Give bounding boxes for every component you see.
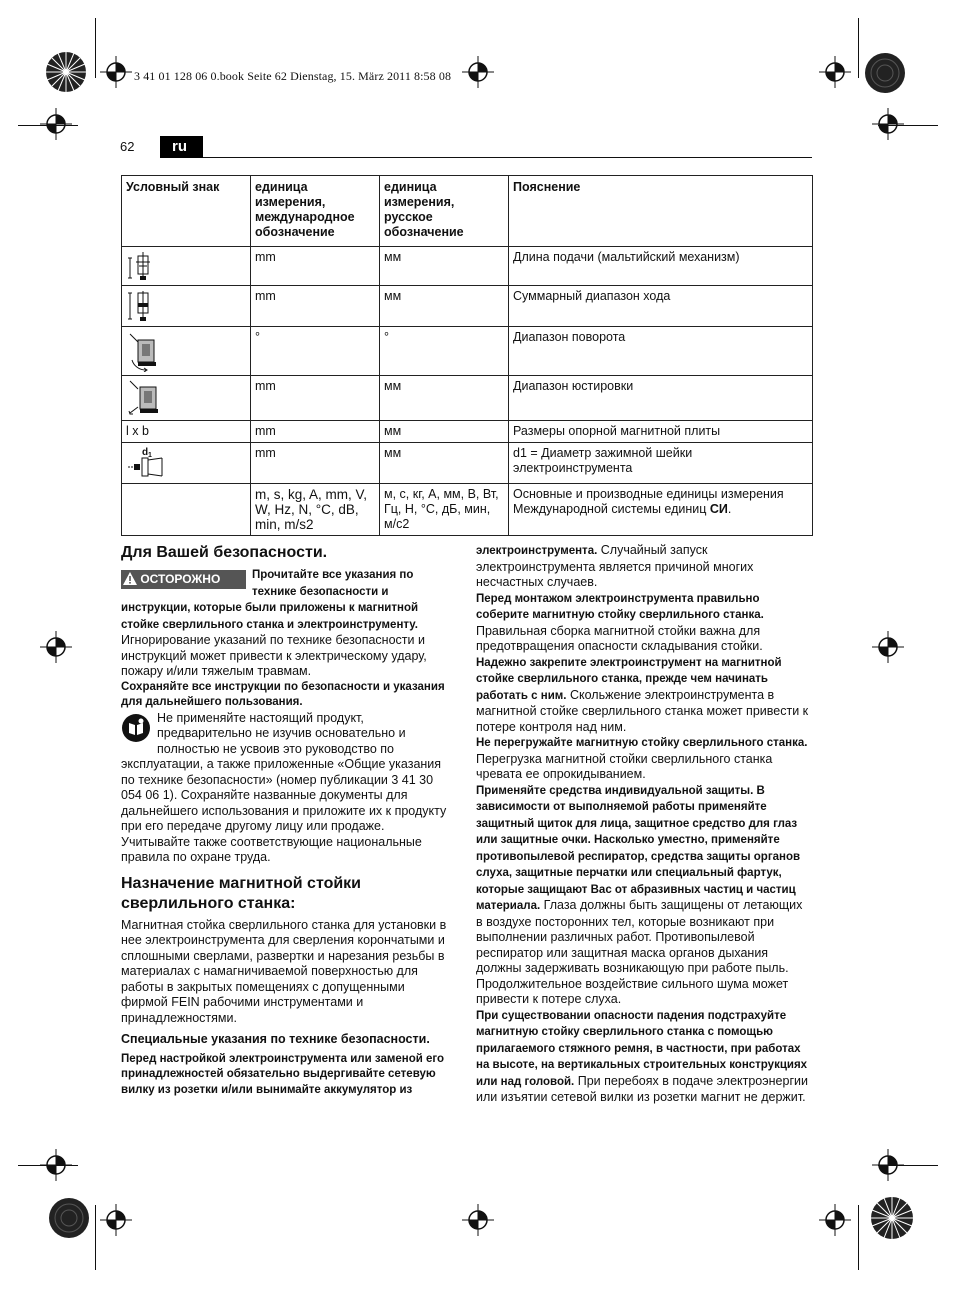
right-column: [476, 543, 810, 1106]
crosshair-mark-bottom-center: [462, 1204, 494, 1236]
table-cell: мм: [380, 247, 509, 286]
table-cell-symbol: [122, 376, 251, 421]
purpose-heading: Назначение магнитной стойки сверлильного станка:: [121, 874, 362, 912]
table-cell: [509, 484, 813, 536]
table-cell: Диапазон поворота: [509, 327, 813, 376]
registration-mark-bottom-right: [862, 1190, 922, 1250]
si-abbrev: СИ: [709, 502, 728, 516]
table-cell: d1 = Диаметр зажимной шейки электроинструмента: [509, 443, 813, 484]
crop-line: [878, 125, 938, 126]
paragraph-2-bold: Перед монтажом электроинструмента правильно соберите магнитную стойку сверлильного станка.: [476, 592, 764, 621]
table-cell: m, s, kg, A, mm, V, W, Hz, N, °C, dB, min, m/s2: [251, 484, 380, 536]
purpose-text: Магнитная стойка сверлильного станка для установки в нее электроинструмента для сверления корончатыми и сплошными сверлами, развертки и нарезания резьбы в материалах с намагничиваемой поверхностью для работы в закрытых помещениях с допущенными фирмой FEIN рабочими инструментами и принадлежностями.: [121, 917, 447, 1025]
page-number: 62: [120, 139, 135, 154]
paragraph-1: [476, 543, 810, 591]
paragraph-5-text: Глаза должны быть защищены от летающих в воздухе посторонних тел, которые возникают при выполнении различных работ. Противопылевой респиратор или защитная маска органов дыхания должны задерживать возникающую при работе пыль. Продолжительное воздействие сильного шума может привести к потере слуха.: [476, 898, 803, 1006]
paragraph-1-bold: электроинструмента.: [476, 545, 598, 557]
table-cell-symbol: l x b: [122, 421, 251, 443]
table-cell: мм: [380, 286, 509, 327]
warning-badge-label: ОСТОРОЖНО: [140, 572, 221, 586]
paragraph-2-text: Правильная сборка магнитной стойки важна для предотвращения опасности складывания стойки.: [476, 623, 763, 653]
warning-text: Игнорирование указаний по технике безопасности и инструкций может привести к электрическому удару, пожару и/или тяжелым травмам.: [121, 633, 427, 678]
crosshair-mark-top-right: [819, 56, 851, 88]
table-cell: mm: [251, 376, 380, 421]
paragraph-4-bold: Не перегружайте магнитную стойку сверлильного станка.: [476, 737, 808, 749]
table-row: [122, 484, 813, 536]
table-cell: мм: [380, 376, 509, 421]
table-cell: Суммарный диапазон хода: [509, 286, 813, 327]
crosshair-mark-right-top: [872, 108, 904, 140]
crop-line: [95, 1205, 96, 1270]
paragraph-1-text: Случайный запуск электроинструмента является причиной многих несчастных случаев.: [476, 543, 754, 589]
paragraph-4-text: Перегрузка магнитной стойки сверлильного станка чревата ее опрокидыванием.: [476, 751, 773, 781]
special-safety-bold: Перед настройкой электроинструмента или заменой его принадлежностей обязательно выдергивайте сетевую вилку из розетки и/или вынимайте аккумулятор из: [121, 1052, 445, 1096]
registration-mark-bottom-left: [44, 1195, 94, 1245]
table-cell: °: [380, 327, 509, 376]
table-cell: мм: [380, 443, 509, 484]
special-safety-heading: Специальные указания по технике безопасности.: [121, 1032, 430, 1046]
crosshair-mark-right-middle: [872, 631, 904, 663]
manual-paragraph: [121, 711, 453, 835]
svg-text:1: 1: [148, 452, 152, 459]
table-header: Условный знак: [122, 176, 251, 247]
warning-paragraph: [121, 567, 453, 680]
print-header: 3 41 01 128 06 0.book Seite 62 Dienstag, 15. März 2011 8:58 08: [134, 69, 452, 83]
crosshair-mark-top-left: [100, 56, 132, 88]
crop-line: [18, 1165, 78, 1166]
adjust-range-icon: [126, 379, 162, 417]
table-cell: мм: [380, 421, 509, 443]
registration-mark-top-right: [860, 50, 910, 100]
table-row: [122, 376, 813, 421]
swivel-range-icon: [126, 330, 162, 372]
si-text: Основные и производные единицы измерения Международной системы единиц: [513, 487, 784, 516]
keep-instructions: Сохраняйте все инструкции по безопасности и указания для дальнейшего пользования.: [121, 680, 445, 708]
table-row: [122, 247, 813, 286]
paragraph-3-text: Скольжение электроинструмента в магнитной стойке сверлильного станка может привести к потере контроля над ним.: [476, 687, 809, 734]
table-cell: mm: [251, 286, 380, 327]
warning-bold: Прочитайте все указания по технике безопасности и инструкции, которые были приложены к магнитной стойке сверлильного станка и электроинструменту.: [121, 569, 419, 631]
crop-line: [95, 18, 96, 78]
table-cell-symbol: [122, 327, 251, 376]
safety-heading: Для Вашей безопасности.: [121, 544, 328, 561]
paragraph-5-bold: Применяйте средства индивидуальной защиты. В зависимости от выполняемой работы применяйте защитный щиток для лица, защитное средство для глаз или защитные очки. Насколько уместно, применяйте противопылевой респиратор, средства защиты органов слуха, защитные перчатки или специальный фартук, которые защищают Вас от абразивных частиц и частиц материала.: [476, 784, 801, 912]
table-row: [122, 327, 813, 376]
table-cell: Размеры опорной магнитной плиты: [509, 421, 813, 443]
table-cell-symbol: [122, 247, 251, 286]
table-header: единица измерения, международное обозначение: [251, 176, 380, 247]
symbols-table: [121, 175, 813, 536]
table-cell: Длина подачи (мальтийский механизм): [509, 247, 813, 286]
header-rule: [203, 157, 812, 158]
paragraph-6-bold: При существовании опасности падения подстрахуйте магнитную стойку сверлильного станка с помощью прилагаемого стяжного ремня, в частности, при работах на высоте, на вертикальных строительных конструкциях или над головой.: [476, 1009, 808, 1088]
paragraph-4: [476, 735, 810, 783]
manual-text: Не применяйте настоящий продукт, предварительно не изучив основательно и полностью не усвоив это руководство по эксплуатации, а также приложенные «Общие указания по технике безопасности» (номер публикации 3 41 30 054 06 1). Сохраняйте названные документы для дальнейшего использования и приложите их к продукту при его передаче другому лицу или продаже.: [121, 710, 447, 833]
table-cell-symbol: [122, 443, 251, 484]
crosshair-mark-bottom-left: [100, 1204, 132, 1236]
crosshair-mark-bottom-right: [819, 1204, 851, 1236]
language-badge: ru: [160, 136, 203, 158]
crop-line: [878, 1165, 938, 1166]
svg-text:d: d: [142, 447, 149, 458]
feed-length-icon: [126, 250, 160, 282]
table-cell-symbol: [122, 484, 251, 536]
collar-diameter-icon: [126, 446, 170, 480]
paragraph-2: [476, 591, 810, 655]
left-column: [121, 543, 453, 1098]
table-cell: м, с, кг, А, мм, В, Вт, Гц, Н, °С, дБ, мин, м/с2: [380, 484, 509, 536]
national-rules: Учитывайте также соответствующие национальные правила по охране труда.: [121, 834, 422, 864]
table-cell: mm: [251, 443, 380, 484]
paragraph-5: [476, 783, 810, 1008]
crosshair-mark-top-center: [462, 56, 494, 88]
table-cell: Диапазон юстировки: [509, 376, 813, 421]
table-row: [122, 286, 813, 327]
table-header-row: [122, 176, 813, 247]
table-row: [122, 421, 813, 443]
table-cell-symbol: [122, 286, 251, 327]
paragraph-3: [476, 655, 810, 736]
crop-line: [858, 18, 859, 78]
paragraph-6-text: При перебоях в подаче электроэнергии или изъятии сетевой вилки из розетки магнит не держит.: [476, 1073, 808, 1104]
table-header: Пояснение: [509, 176, 813, 247]
table-row: [122, 443, 813, 484]
table-cell: mm: [251, 421, 380, 443]
warning-badge: [121, 570, 246, 589]
crosshair-mark-left-middle: [40, 631, 72, 663]
crop-line: [18, 125, 78, 126]
paragraph-6: [476, 1008, 810, 1106]
table-cell: °: [251, 327, 380, 376]
table-cell: mm: [251, 247, 380, 286]
table-header: единица измерения, русское обозначение: [380, 176, 509, 247]
read-manual-icon: [121, 713, 151, 743]
si-end: .: [727, 502, 732, 516]
crop-line: [858, 1205, 859, 1270]
warning-triangle-icon: [123, 572, 137, 585]
crosshair-mark-left-top: [40, 108, 72, 140]
total-stroke-icon: [126, 289, 160, 323]
paragraph-3-bold: Надежно закрепите электроинструмент на магнитной стойке сверлильного станка, прежде чем начинать работать с ним.: [476, 656, 782, 702]
